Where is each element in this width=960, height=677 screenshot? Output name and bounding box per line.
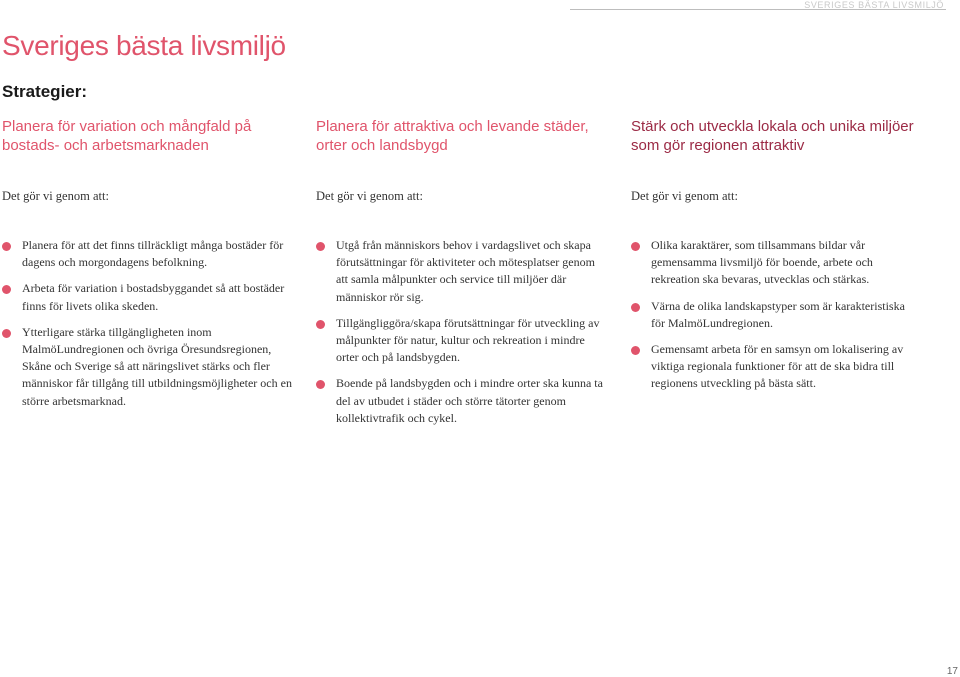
strategy-column-1 [2,117,292,419]
list-item [316,375,606,427]
list-item-text: Gemensamt arbeta för en samsyn om lokalisering av viktiga regionala funktioner för att de ska bidra till regionens utveckling på bästa sätt. [651,342,904,391]
list-item-text: Tillgängliggöra/skapa förutsättningar för utveckling av målpunkter för natur, kultur och rekreation i mindre orter och på landsbygden. [336,315,600,365]
bullet-dot-icon [631,346,640,355]
list-item-text: Olika karaktärer, som tillsammans bildar vår gemensamma livsmiljö för boende, arbete och rekreation ska bevaras, utvecklas och stärkas. [651,238,873,287]
bullet-list [631,237,921,393]
bullet-dot-icon [316,320,325,329]
page-title: Sveriges bästa livsmiljö [2,30,286,61]
strategy-title: Stärk och utveckla lokala och unika miljöer som gör regionen attraktiv [631,118,914,154]
list-item [631,237,921,289]
bullet-dot-icon [631,242,640,251]
strategy-column-3 [631,117,921,402]
list-item [631,298,921,332]
strategy-intro: Det gör vi genom att: [2,189,109,203]
strategy-title: Planera för attraktiva och levande städer, orter och landsbygd [316,118,589,154]
strategy-title: Planera för variation och mångfald på bostads- och arbetsmarknaden [2,118,252,154]
bullet-dot-icon [2,242,11,251]
bullet-list [316,237,606,427]
page-number: 17 [946,666,958,677]
list-item [2,280,292,314]
list-item-text: Arbeta för variation i bostadsbyggandet så att bostäder finns för livets olika skeden. [22,281,285,313]
strategy-intro: Det gör vi genom att: [316,189,423,203]
bullet-list [2,237,292,410]
list-item-text: Ytterligare stärka tillgängligheten inom MalmöLundregionen och övriga Öresundsregionen, Skåne och Sverige så att näringslivet stärks och fler människor får tillgång till utbildningsmöjligheter och en större arbetsmarknad. [22,324,292,408]
list-item-text: Planera för att det finns tillräckligt många bostäder för dagens och morgondagens befolkning. [22,238,284,270]
running-header: SVERIGES BÄSTA LIVSMILJÖ [804,0,944,10]
bullet-dot-icon [316,242,325,251]
strategies-heading: Strategier: [2,82,88,101]
list-item-text: Utgå från människors behov i vardagslivet och skapa förutsättningar för aktiviteter och mötesplatser genom att samla målpunkter och service till miljöer där människor rör sig. [336,238,595,304]
bullet-dot-icon [2,329,11,338]
list-item [316,315,606,367]
bullet-dot-icon [2,285,11,294]
strategy-intro: Det gör vi genom att: [631,189,738,203]
list-item [2,237,292,271]
list-item-text: Boende på landsbygden och i mindre orter ska kunna ta del av utbudet i städer och större tätorter genom kollektivtrafik och cykel. [336,376,603,425]
list-item [316,237,606,306]
list-item [631,341,921,393]
list-item [2,324,292,410]
strategy-column-2 [316,117,606,436]
bullet-dot-icon [316,380,325,389]
bullet-dot-icon [631,303,640,312]
list-item-text: Värna de olika landskapstyper som är karakteristiska för MalmöLundregionen. [651,298,905,330]
